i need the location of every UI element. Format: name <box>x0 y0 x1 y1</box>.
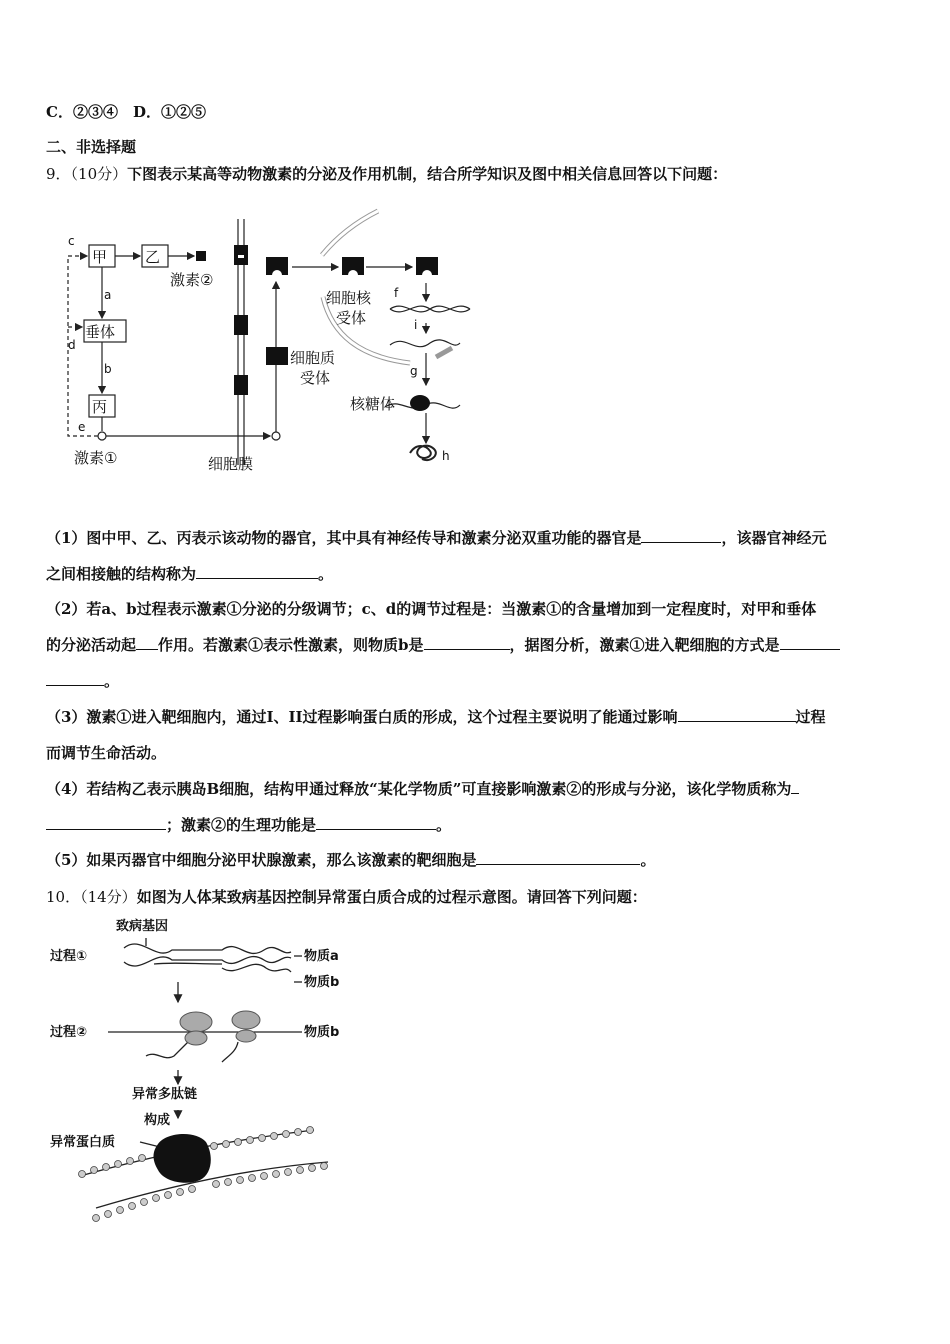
q9-sub5-b: 。 <box>640 851 656 869</box>
label-substance-a: 物质a <box>304 949 339 964</box>
q10-header <box>46 886 647 907</box>
letter-f: f <box>394 286 399 300</box>
q9-sub4 <box>46 771 908 843</box>
q9-sub5 <box>46 842 908 878</box>
label-substance-b-1: 物质b <box>304 975 340 990</box>
letter-a: a <box>104 288 112 302</box>
q9-sub2-e: 。 <box>104 672 120 690</box>
label-nuc-receptor-1: 细胞核 <box>326 289 372 307</box>
q9-sub4-b: ；激素②的生理功能是 <box>166 816 317 834</box>
section-title: 二、非选择题 <box>46 138 137 156</box>
letter-d: d <box>68 338 76 352</box>
blank[interactable] <box>678 707 796 722</box>
label-hormone2: 激素② <box>170 271 214 289</box>
q9-sub4-c: 。 <box>436 816 452 834</box>
letter-c: c <box>68 234 75 248</box>
q9-sub3 <box>46 699 908 771</box>
abnormal-protein-shape <box>154 1134 211 1183</box>
blank[interactable] <box>476 850 640 865</box>
letter-b: b <box>104 362 112 376</box>
hormone2-mark <box>196 251 206 261</box>
letter-g: g <box>410 364 418 378</box>
q9-sub2-b: 的分泌活动起 <box>46 636 137 654</box>
label-bing: 丙 <box>92 398 108 416</box>
blank[interactable] <box>641 528 721 543</box>
letter-e: e <box>78 420 86 434</box>
blank[interactable] <box>136 635 158 650</box>
q9-header <box>46 163 727 184</box>
q9-sub3-a: （3）激素①进入靶细胞内，通过I、II过程影响蛋白质的形成，这个过程主要说明了能通过影响 <box>46 708 678 726</box>
q9-sub1-a: （1）图中甲、乙、丙表示该动物的器官，其中具有神经传导和激素分泌双重功能的器官是 <box>46 529 642 547</box>
q9-sub2 <box>46 591 908 699</box>
blank[interactable] <box>46 671 104 686</box>
q9-sub2-a: （2）若a、b过程表示激素①分泌的分级调节；c、d的调节过程是：当激素①的含量增加到一定程度时，对甲和垂体 <box>46 600 817 618</box>
label-gene: 致病基因 <box>116 919 169 934</box>
q9-sub3-c: 而调节生命活动。 <box>46 744 167 762</box>
blank[interactable] <box>791 779 799 794</box>
q9-sub4-a: （4）若结构乙表示胰岛B细胞，结构甲通过释放“某化学物质”可直接影响激素②的形成与分泌，该化学物质称为 <box>46 780 792 798</box>
label-cyto-receptor-2: 受体 <box>300 369 331 387</box>
q10-number: 10．（14分） <box>46 888 137 906</box>
label-constitute: 构成 <box>144 1113 171 1128</box>
q9-sub1 <box>46 520 908 592</box>
options-line: C．②③④ D．①②⑤ <box>46 103 206 121</box>
q9-diagram <box>60 205 480 485</box>
blank[interactable] <box>316 815 436 830</box>
blank[interactable] <box>46 815 166 830</box>
label-abnormal-protein: 异常蛋白质 <box>50 1135 116 1150</box>
q9-stem: 下图表示某高等动物激素的分泌及作用机制，结合所学知识及图中相关信息回答以下问题： <box>127 165 728 183</box>
q9-sub1-c: 之间相接触的结构称为 <box>46 565 197 583</box>
q9-sub2-d: ，据图分析，激素①进入靶细胞的方式是 <box>509 636 780 654</box>
label-membrane: 细胞膜 <box>208 455 254 473</box>
q9-sub2-c: 作用。若激素①表示性激素，则物质b是 <box>158 636 424 654</box>
blank[interactable] <box>780 635 840 650</box>
blank[interactable] <box>424 635 510 650</box>
label-yi: 乙 <box>145 248 161 266</box>
letter-i: i <box>414 318 418 332</box>
q9-number: 9．（10分） <box>46 165 128 183</box>
label-process2: 过程② <box>50 1025 88 1040</box>
label-ribosome: 核糖体 <box>350 395 396 413</box>
label-cyto-receptor-1: 细胞质 <box>290 349 336 367</box>
label-abnormal-peptide: 异常多肽链 <box>132 1087 198 1102</box>
q10-stem: 如图为人体某致病基因控制异常蛋白质合成的过程示意图。请回答下列问题： <box>136 888 647 906</box>
q9-sub5-a: （5）如果丙器官中细胞分泌甲状腺激素，那么该激素的靶细胞是 <box>46 851 477 869</box>
label-hormone1: 激素① <box>74 449 118 467</box>
q10-diagram <box>46 912 366 1232</box>
q9-sub3-b: 过程 <box>795 708 826 726</box>
label-process1: 过程① <box>50 949 88 964</box>
label-jia: 甲 <box>92 248 108 266</box>
letter-h: h <box>442 449 450 463</box>
label-chuiti: 垂体 <box>85 323 116 341</box>
label-substance-b-2: 物质b <box>304 1025 340 1040</box>
blank[interactable] <box>196 564 318 579</box>
q9-sub1-b: ，该器官神经元 <box>721 529 827 547</box>
ribosome-shape <box>410 395 430 411</box>
label-nuc-receptor-2: 受体 <box>336 309 367 327</box>
q9-sub1-d: 。 <box>318 565 334 583</box>
